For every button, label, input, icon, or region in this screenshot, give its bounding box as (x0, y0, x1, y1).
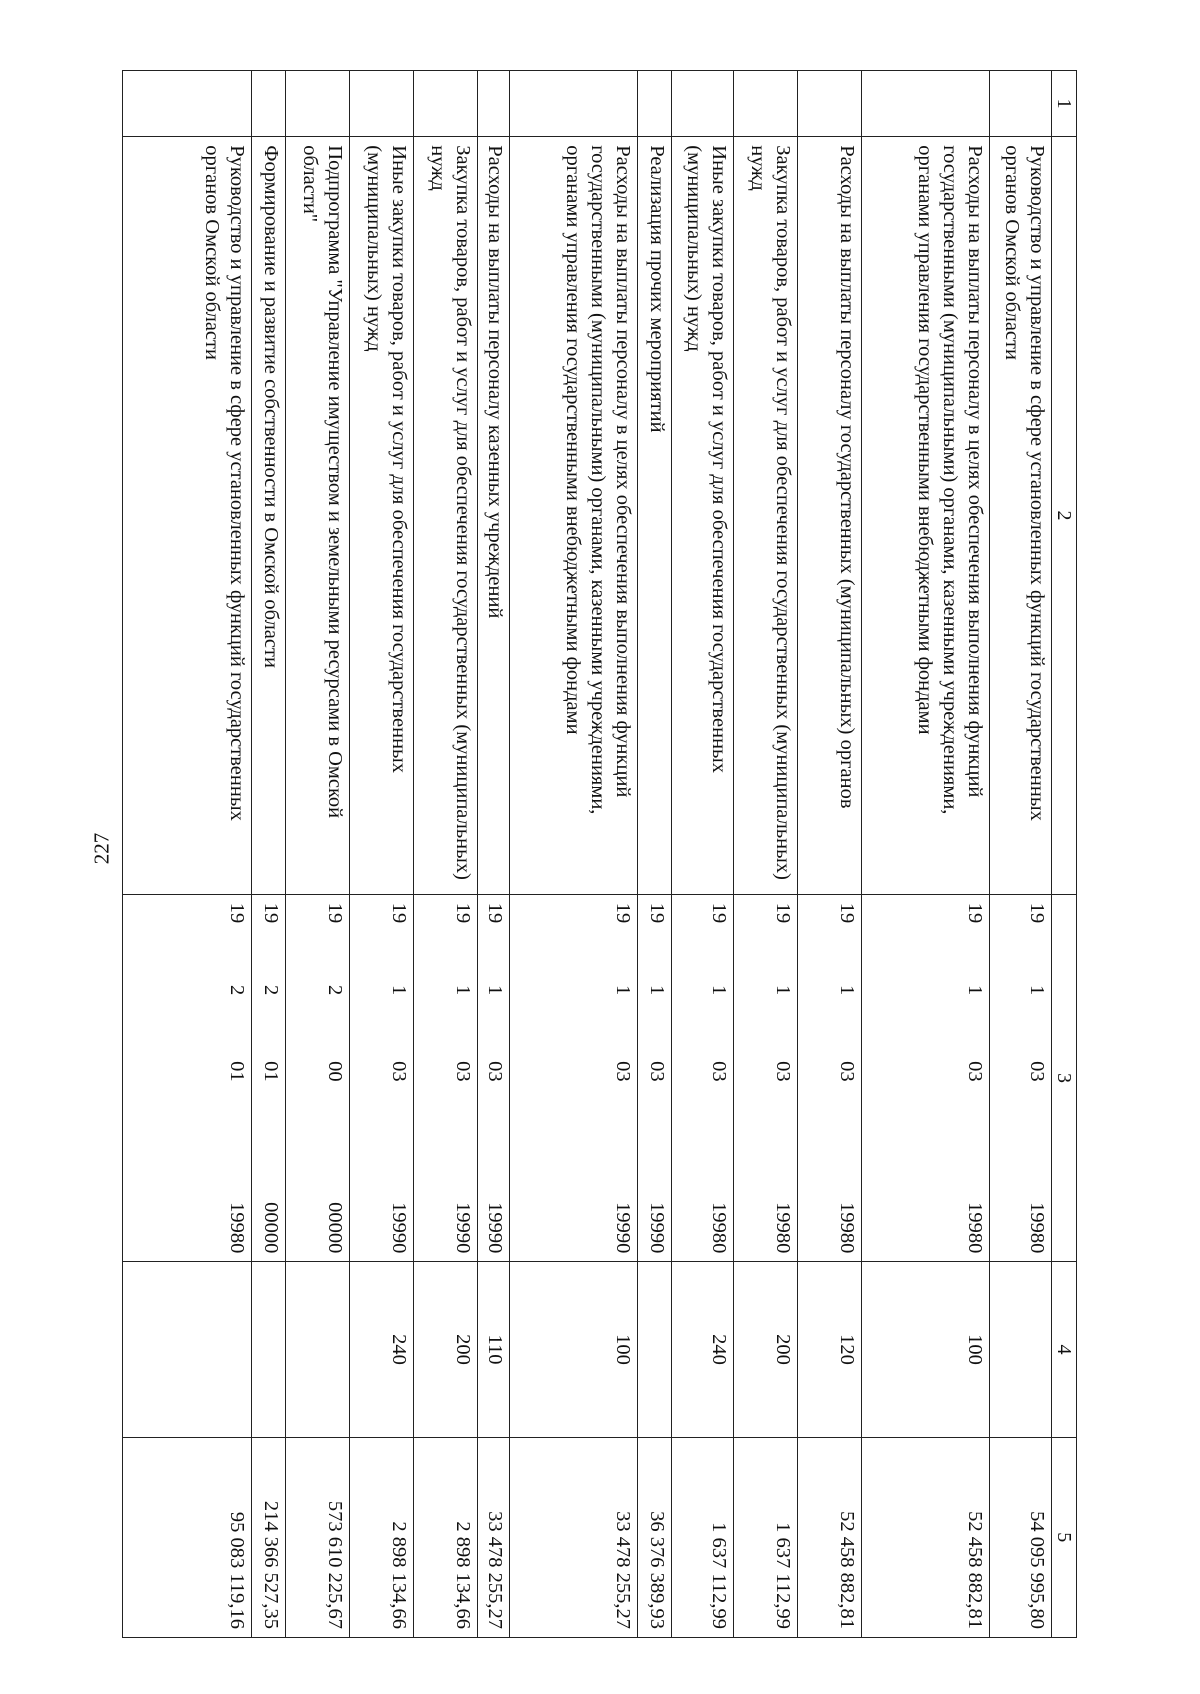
program-code: 19 (451, 902, 474, 924)
activity-code: 03 (387, 1061, 410, 1082)
expense-type: 100 (861, 1262, 989, 1437)
subprogram-code: 1 (483, 984, 506, 996)
expense-name: Подпрограмма "Управление имуществом и земельными ресурсами в Омской области" (285, 137, 349, 894)
col-header-1: 1 (1051, 71, 1076, 137)
row-number-cell (349, 71, 413, 137)
budget-code (797, 894, 861, 1262)
direction-code: 19990 (611, 1202, 634, 1254)
direction-code: 19990 (387, 1202, 410, 1254)
budget-code (413, 894, 477, 1262)
expense-type: 110 (477, 1262, 509, 1437)
activity-code: 00 (323, 1061, 346, 1082)
subprogram-code: 1 (451, 984, 474, 996)
amount: 1 637 112,99 (733, 1437, 797, 1637)
subprogram-code: 1 (611, 984, 634, 996)
direction-code: 19990 (483, 1202, 506, 1254)
amount: 2 898 134,66 (349, 1437, 413, 1637)
subprogram-code: 1 (963, 984, 986, 996)
row-number-cell (671, 71, 733, 137)
direction-code: 19980 (1025, 1202, 1048, 1254)
activity-code: 03 (451, 1061, 474, 1082)
amount: 52 458 882,81 (861, 1437, 989, 1637)
expense-type: 200 (413, 1262, 477, 1437)
col-header-4: 4 (1051, 1262, 1076, 1437)
budget-code (477, 894, 509, 1262)
subprogram-code: 2 (323, 984, 346, 996)
expense-type (285, 1262, 349, 1437)
direction-code: 19990 (451, 1202, 474, 1254)
budget-code (989, 894, 1051, 1262)
expense-type: 240 (349, 1262, 413, 1437)
expense-name: Иные закупки товаров, работ и услуг для обеспечения государственных (муниципальных) нужд (671, 137, 733, 894)
program-code: 19 (645, 902, 668, 924)
program-code: 19 (387, 902, 410, 924)
table-row (989, 71, 1051, 1638)
budget-code (509, 894, 637, 1262)
table-row (509, 71, 637, 1638)
activity-code: 03 (645, 1061, 668, 1082)
subprogram-code: 1 (771, 984, 794, 996)
table-row (797, 71, 861, 1638)
direction-code: 00000 (259, 1202, 282, 1254)
col-header-5: 5 (1051, 1437, 1076, 1637)
budget-code (251, 894, 285, 1262)
table-row (477, 71, 509, 1638)
subprogram-code: 1 (707, 984, 730, 996)
row-number-cell (989, 71, 1051, 137)
budget-table-rotated (122, 70, 1077, 1638)
budget-code (285, 894, 349, 1262)
amount: 1 637 112,99 (671, 1437, 733, 1637)
direction-code: 19980 (225, 1202, 248, 1254)
amount: 95 083 119,16 (123, 1437, 252, 1637)
table-row (413, 71, 477, 1638)
program-code: 19 (1025, 902, 1048, 924)
program-code: 19 (323, 902, 346, 924)
expense-type (251, 1262, 285, 1437)
subprogram-code: 2 (259, 984, 282, 996)
amount: 54 095 995,80 (989, 1437, 1051, 1637)
expense-type (989, 1262, 1051, 1437)
program-code: 19 (611, 902, 634, 924)
expense-name: Расходы на выплаты персоналу в целях обеспечения выполнения функций государственными (муниципальными) органами, казенными учреждениями, органами управления государственными внебюджетными фондами (861, 137, 989, 894)
expense-name: Иные закупки товаров, работ и услуг для обеспечения государственных (муниципальных) нужд (349, 137, 413, 894)
amount: 33 478 255,27 (509, 1437, 637, 1637)
row-number-cell (861, 71, 989, 137)
table-row (285, 71, 349, 1638)
amount: 214 366 527,35 (251, 1437, 285, 1637)
budget-code (637, 894, 671, 1262)
program-code: 19 (483, 902, 506, 924)
expense-type (637, 1262, 671, 1437)
row-number-cell (123, 71, 252, 137)
budget-code (123, 894, 252, 1262)
expense-name: Расходы на выплаты персоналу государственных (муниципальных) органов (797, 137, 861, 894)
subprogram-code: 1 (835, 984, 858, 996)
col-header-2: 2 (1051, 137, 1076, 894)
row-number-cell (285, 71, 349, 137)
subprogram-code: 1 (645, 984, 668, 996)
row-number-cell (637, 71, 671, 137)
row-number-cell (797, 71, 861, 137)
direction-code: 00000 (323, 1202, 346, 1254)
budget-table (122, 70, 1077, 1638)
program-code: 19 (963, 902, 986, 924)
direction-code: 19980 (771, 1202, 794, 1254)
table-row (861, 71, 989, 1638)
activity-code: 01 (259, 1061, 282, 1082)
expense-name: Расходы на выплаты персоналу казенных учреждений (477, 137, 509, 894)
expense-type: 240 (671, 1262, 733, 1437)
program-code: 19 (225, 902, 248, 924)
table-row (123, 71, 252, 1638)
table-row (251, 71, 285, 1638)
activity-code: 01 (225, 1061, 248, 1082)
table-row (349, 71, 413, 1638)
expense-name: Закупка товаров, работ и услуг для обеспечения государственных (муниципальных) нужд (413, 137, 477, 894)
amount: 33 478 255,27 (477, 1437, 509, 1637)
subprogram-code: 1 (387, 984, 410, 996)
subprogram-code: 1 (1025, 984, 1048, 996)
direction-code: 19980 (707, 1202, 730, 1254)
activity-code: 03 (1025, 1061, 1048, 1082)
activity-code: 03 (771, 1061, 794, 1082)
amount: 2 898 134,66 (413, 1437, 477, 1637)
direction-code: 19980 (963, 1202, 986, 1254)
budget-code (861, 894, 989, 1262)
row-number-cell (413, 71, 477, 137)
row-number-cell (251, 71, 285, 137)
amount: 573 610 225,67 (285, 1437, 349, 1637)
expense-type: 120 (797, 1262, 861, 1437)
subprogram-code: 2 (225, 984, 248, 996)
amount: 52 458 882,81 (797, 1437, 861, 1637)
activity-code: 03 (707, 1061, 730, 1082)
expense-type (123, 1262, 252, 1437)
row-number-cell (509, 71, 637, 137)
program-code: 19 (707, 902, 730, 924)
expense-name: Руководство и управление в сфере установленных функций государственных органов Омской области (989, 137, 1051, 894)
table-row (733, 71, 797, 1638)
program-code: 19 (771, 902, 794, 924)
budget-code (349, 894, 413, 1262)
row-number-cell (477, 71, 509, 137)
expense-name: Руководство и управление в сфере установленных функций государственных органов Омской области (123, 137, 252, 894)
expense-name: Закупка товаров, работ и услуг для обеспечения государственных (муниципальных) нужд (733, 137, 797, 894)
activity-code: 03 (963, 1061, 986, 1082)
table-row (671, 71, 733, 1638)
row-number-cell (733, 71, 797, 137)
budget-code (733, 894, 797, 1262)
program-code: 19 (259, 902, 282, 924)
program-code: 19 (835, 902, 858, 924)
budget-code (671, 894, 733, 1262)
direction-code: 19990 (645, 1202, 668, 1254)
table-row (637, 71, 671, 1638)
col-header-3: 3 (1051, 894, 1076, 1262)
column-number-row (1051, 71, 1076, 1638)
expense-type: 200 (733, 1262, 797, 1437)
amount: 36 376 389,93 (637, 1437, 671, 1637)
direction-code: 19980 (835, 1202, 858, 1254)
expense-name: Расходы на выплаты персоналу в целях обеспечения выполнения функций государственными (муниципальными) органами, казенными учреждениями, органами управления государственными внебюджетными фондами (509, 137, 637, 894)
page-number: 227 (89, 832, 114, 865)
activity-code: 03 (483, 1061, 506, 1082)
activity-code: 03 (611, 1061, 634, 1082)
expense-name: Реализация прочих мероприятий (637, 137, 671, 894)
expense-type: 100 (509, 1262, 637, 1437)
activity-code: 03 (835, 1061, 858, 1082)
expense-name: Формирование и развитие собственности в Омской области (251, 137, 285, 894)
